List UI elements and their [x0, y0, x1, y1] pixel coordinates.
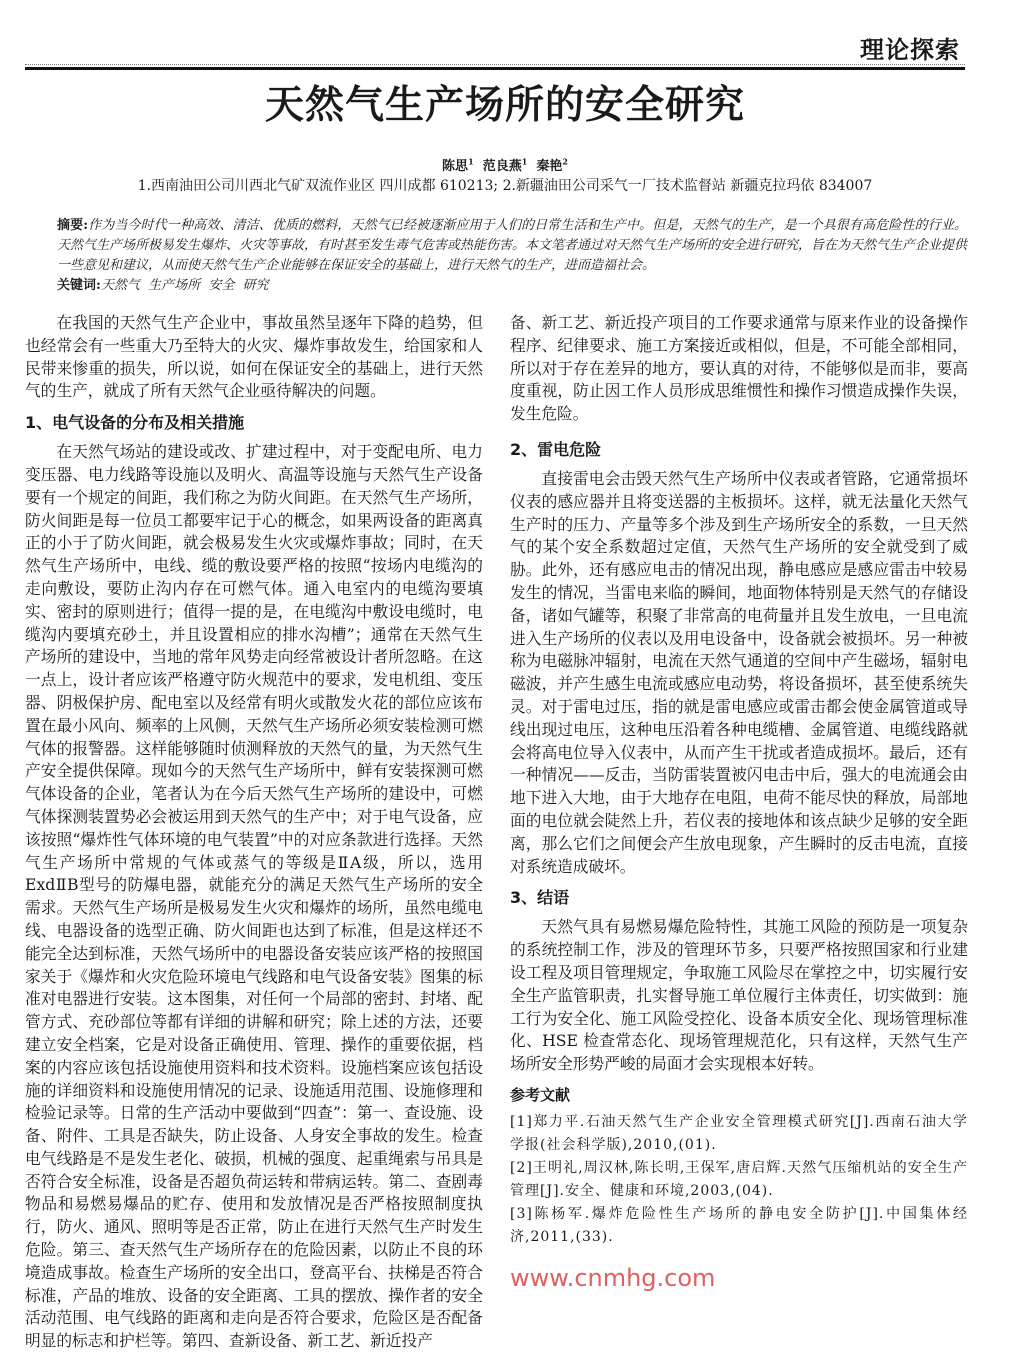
keywords-label: 关键词:: [57, 278, 101, 293]
reference-item: [1]郑力平.石油天然气生产企业安全管理模式研究[J].西南石油大学学报(社会科学版),2010,(01).: [510, 1113, 968, 1153]
body-paragraph: 备、新工艺、新近投产项目的工作要求通常与原来作业的设备操作程序、纪律要求、施工方案接近或相似，但是，不可能全部相同，所以对于存在差异的地方，要认真的对待，不能够似是而非，要高度重视，防止因工作人员形成思维惯性和操作习惯造成操作失误，发生危险。: [510, 313, 968, 424]
author-name: 秦艳: [536, 159, 563, 174]
header-rule-dotted: [25, 64, 965, 65]
abstract-text: 作为当今时代一种高效、清洁、优质的燃料，天然气已经被逐渐应用于人们的日常生活和生产中。但是，天然气的生产，是一个具很有高危险性的行业。天然气生产场所极易发生爆炸、火灾等事故，有时甚至发生毒气危害或热能伤害。本文笔者通过对天然气生产场所的安全进行研究，旨在为天然气生产企业提供一些意见和建议，从而使天然气生产企业能够在保证安全的基础上，进行天然气的生产，进而造福社会。: [57, 218, 968, 273]
section-heading: 3、结语: [510, 888, 570, 908]
journal-section-tag: 理论探索: [860, 36, 960, 64]
section-heading: 2、雷电危险: [510, 439, 602, 459]
header-rule: [25, 67, 965, 70]
abstract-block: [57, 216, 967, 296]
keywords: [57, 276, 967, 296]
body-column-right: [510, 312, 968, 1293]
author-mark: 1: [521, 156, 528, 167]
keywords-text: 天然气 生产场所 安全 研究: [100, 278, 269, 293]
references-heading: 参考文献: [510, 1085, 571, 1104]
affiliation: 1.西南油田公司川西北气矿双流作业区 四川成都 610213; 2.新疆油田公司采气一厂技术监督站 新疆克拉玛依 834007: [137, 178, 873, 194]
author-list: [0, 158, 1010, 175]
body-column-left: [25, 312, 483, 1353]
abstract-label: 摘要:: [57, 218, 89, 233]
intro-paragraph: 在我国的天然气生产企业中，事故虽然呈逐年下降的趋势，但也经常会有一些重大乃至特大的火灾、爆炸事故发生，给国家和人民带来惨重的损失，所以说，如何在保证安全的基础上，进行天然气的生产，就成了所有天然气企业亟待解决的问题。: [25, 313, 483, 401]
article-title: 天然气生产场所的安全研究: [264, 82, 745, 128]
body-columns: [25, 312, 1010, 1353]
masthead: [0, 0, 1010, 76]
author-mark: 1: [468, 156, 474, 167]
watermark: www.cnmhg.com: [510, 1263, 716, 1292]
body-paragraph: 天然气具有易燃易爆危险特性，其施工风险的预防是一项复杂的系统控制工作，涉及的管理环节多，只要严格按照国家和行业建设工程及项目管理规定，争取施工风险尽在掌控之中，切实履行安全生产监管职责，扎实督导施工单位履行主体责任，切实做到：施工行为安全化、施工风险受控化、设备本质安全化、现场管理标准化、HSE 检查常态化、现场管理规范化，只有这样，天然气生产场所安全形势严峻的局面才会实现根本好转。: [510, 917, 968, 1074]
body-paragraph: 直接雷电会击毁天然气生产场所中仪表或者管路，它通常损坏仪表的感应器并且将变送器的主板损坏。这样，就无法量化天然气生产时的压力、产量等多个涉及到生产场所安全的系数，一旦天然气的某个安全系数超过定值，天然气生产场所的安全就受到了威胁。此外，还有感应电击的情况出现，静电感应是感应雷击中较易发生的情况，当雷电来临的瞬间，地面物体特别是天然气的存储设备，诸如气罐等，积聚了非常高的电荷量并且发生放电，一旦电流进入生产场所的仪表以及用电设备中，设备就会被损坏。另一种被称为电磁脉冲辐射，电流在天然气通道的空间中产生磁场，辐射电磁波，并产生感生电流或感应电动势，将设备损坏，甚至使系统失灵。对于雷电过压，指的就是雷电感应或雷击都会使金属管道或导线出现过电压，这种电压沿着各种电缆槽、金属管道、电缆线路就会将高电位导入仪表中，从而产生干扰或者造成损坏。最后，还有一种情况——反击，当防雷装置被闪电击中后，强大的电流通会由地下进入大地，由于大地存在电阻，电荷不能尽快的释放，局部地面的电位就会陡然上升，若仪表的接地体和该点缺少足够的安全距离，那么它们之间便会产生放电现象，产生瞬时的反击电流，直接对系统造成破坏。: [510, 468, 968, 876]
author-name: 范良燕: [482, 159, 522, 174]
abstract: [57, 216, 967, 276]
reference-item: [2]王明礼,周汉林,陈长明,王保军,唐启辉.天然气压缩机站的安全生产管理[J].安全、健康和环境,2003,(04).: [510, 1159, 968, 1199]
author-name: 陈思: [442, 159, 469, 174]
body-paragraph: 在天然气场站的建设或改、扩建过程中，对于变配电所、电力变压器、电力线路等设施以及明火、高温等设施与天然气生产设备要有一个规定的间距，我们称之为防火间距。在天然气生产场所，防火间距是每一位员工都要牢记于心的概念，如果两设备的距离真正的小于了防火间距，就会极易发生火灾或爆炸事故；同时，在天然气生产场所中，电线、缆的敷设要严格的按照“按场内电缆沟的走向敷设，要防止沟内存在可燃气体。通入电室内的电缆沟要填实、密封的原则进行；值得一提的是，在电缆沟中敷设电缆时，电缆沟内要填充砂土，并且设置相应的排水沟槽”；通常在天然气生产场所的建设中，当地的常年风势走向经常被设计者所忽略。在这一点上，设计者应该严格遵守防火规范中的要求，发电机组、变压器、阴极保护房、配电室以及经常有明火或散发火花的部位应该布置在最小风向、频率的上风侧，天然气生产场所必须安装检测可燃气体的报警器。这样能够随时侦测释放的天然气的量，为天然气生产安全提供保障。现如今的天然气生产场所中，鲜有安装探测可燃气体设备的企业，笔者认为在今后天然气生产场所的建设中，可燃气体探测装置势必会被运用到天然气的生产中；对于电气设备，应该按照“爆炸性气体环境的电气装置”中的对应条款进行选择。天然气生产场所中常规的气体或蒸气的等级是ⅡA级，所以，选用ExdⅡB型号的防爆电器，就能充分的满足天然气生产场所的安全需求。天然气生产场所是极易发生火灾和爆炸的场所，虽然电缆电线、电器设备的选型正确、防火间距也达到了标准，但是这样还不能完全达到标准，天然气场所中的电器设备安装应该严格的按照国家关于《爆炸和火灾危险环境电气线路和电气设备安装》图集的标准对电器进行安装。这本图集，对任何一个局部的密封、封堵、配管方式、充砂部位等都有详细的讲解和研究；除上述的方法，还要建立安全档案，它是对设备正确使用、管理、操作的重要依据，档案的内容应该包括设施使用资料和技术资料。设施档案应该包括设施的详细资料和设施使用情况的记录、设施适用范围、设施修理和检验记录等。日常的生产活动中要做到“四查”：第一、查设施、设备、附件、工具是否缺失，防止设备、人身安全事故的发生。检查电气线路是不是发生老化、破损，机械的强度、起重绳索与吊具是否符合安全标准，设备是否超负荷运转和带病运转。第二、查剧毒物品和易燃易爆品的贮存、使用和发放情况是否严格按照制度执行，防火、通风、照明等是否正常，防止在进行天然气生产时发生危险。第三、查天然气生产场所存在的危险因素，以防止不良的环境造成事故。检查生产场所的安全出口，登高平台、扶梯是否符合标准，产品的堆放、设备的安全距离、工具的摆放、操作者的安全活动范围、电气线路的距离和走向是否符合要求，危险区是否配备明显的标志和护栏等。第四、查新设备、新工艺、新近投产: [25, 442, 483, 1351]
reference-item: [3]陈杨军.爆炸危险性生产场所的静电安全防护[J].中国集体经济,2011,(33).: [510, 1205, 968, 1245]
section-heading: 1、电气设备的分布及相关措施: [25, 413, 245, 433]
author-mark: 2: [562, 156, 568, 167]
